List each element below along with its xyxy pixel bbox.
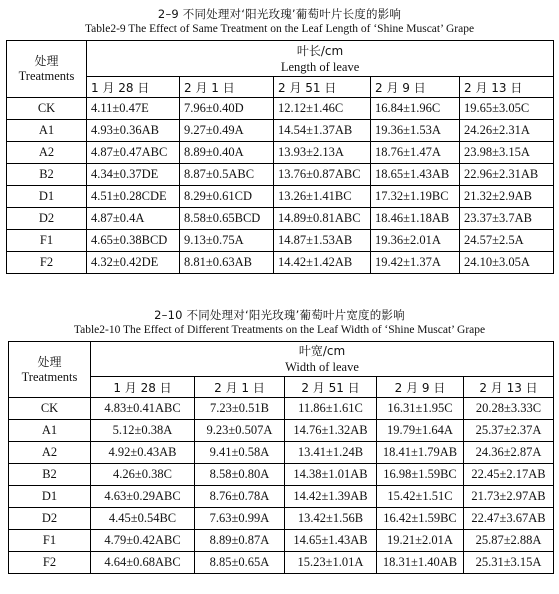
data-cell: 16.31±1.95C bbox=[377, 398, 464, 420]
data-cell: 14.89±0.81ABC bbox=[274, 208, 371, 230]
data-cell: 13.42±1.56B bbox=[285, 508, 377, 530]
treatments-header-cn: 处理 bbox=[34, 54, 59, 68]
table-row bbox=[9, 464, 554, 486]
table-row bbox=[9, 508, 554, 530]
data-cell: 14.38±1.01AB bbox=[285, 464, 377, 486]
data-cell: 4.93±0.36AB bbox=[87, 120, 180, 142]
data-cell: 8.87±0.5ABC bbox=[180, 164, 274, 186]
table-row bbox=[9, 552, 554, 574]
data-cell: 24.26±2.31A bbox=[460, 120, 554, 142]
table-section-leaf-length bbox=[0, 0, 559, 269]
table-title-en: Table2-9 The Effect of Same Treatment on the Leaf Length of ‘Shine Muscat’ Grape bbox=[84, 23, 475, 35]
data-cell: 23.98±3.15A bbox=[460, 142, 554, 164]
date-header: 2 月 51 日 bbox=[285, 377, 377, 398]
data-cell: 20.28±3.33C bbox=[464, 398, 554, 420]
data-cell: 21.32±2.9AB bbox=[460, 186, 554, 208]
treatment-label: A2 bbox=[7, 142, 87, 164]
table-title-en: Table2-10 The Effect of Different Treatments on the Leaf Width of ‘Shine Muscat’ Grape bbox=[73, 324, 486, 336]
data-cell: 19.42±1.37A bbox=[371, 252, 460, 274]
table-row bbox=[7, 98, 554, 120]
measure-header-cn: 叶宽/cm bbox=[298, 344, 346, 358]
data-cell: 9.23±0.507A bbox=[195, 420, 285, 442]
data-cell: 12.12±1.46C bbox=[274, 98, 371, 120]
data-cell: 4.34±0.37DE bbox=[87, 164, 180, 186]
data-cell: 7.96±0.40D bbox=[180, 98, 274, 120]
table-row bbox=[7, 120, 554, 142]
data-cell: 23.37±3.7AB bbox=[460, 208, 554, 230]
data-cell: 25.37±2.37A bbox=[464, 420, 554, 442]
date-header: 2 月 9 日 bbox=[377, 377, 464, 398]
leaf-width-table bbox=[8, 341, 554, 574]
treatment-label: F1 bbox=[7, 230, 87, 252]
table-row bbox=[7, 252, 554, 274]
data-cell: 19.36±1.53A bbox=[371, 120, 460, 142]
date-header: 2 月 1 日 bbox=[195, 377, 285, 398]
measure-header-cn: 叶长/cm bbox=[296, 43, 344, 58]
treatments-header bbox=[9, 342, 91, 398]
data-cell: 22.96±2.31AB bbox=[460, 164, 554, 186]
data-cell: 13.76±0.87ABC bbox=[274, 164, 371, 186]
table-row bbox=[9, 530, 554, 552]
treatment-label: A1 bbox=[9, 420, 91, 442]
data-cell: 13.41±1.24B bbox=[285, 442, 377, 464]
data-cell: 16.98±1.59BC bbox=[377, 464, 464, 486]
data-cell: 19.79±1.64A bbox=[377, 420, 464, 442]
data-cell: 19.65±3.05C bbox=[460, 98, 554, 120]
measure-header bbox=[91, 342, 554, 377]
data-cell: 18.46±1.18AB bbox=[371, 208, 460, 230]
data-cell: 9.41±0.58A bbox=[195, 442, 285, 464]
treatment-label: D2 bbox=[7, 208, 87, 230]
data-cell: 14.42±1.39AB bbox=[285, 486, 377, 508]
table-row bbox=[7, 230, 554, 252]
data-cell: 8.85±0.65A bbox=[195, 552, 285, 574]
data-cell: 18.76±1.47A bbox=[371, 142, 460, 164]
treatments-header bbox=[7, 41, 87, 98]
table-row bbox=[9, 398, 554, 420]
data-cell: 24.10±3.05A bbox=[460, 252, 554, 274]
treatment-label: F2 bbox=[9, 552, 91, 574]
treatment-label: F2 bbox=[7, 252, 87, 274]
leaf-length-table bbox=[6, 40, 554, 274]
treatment-label: D2 bbox=[9, 508, 91, 530]
data-cell: 8.81±0.63AB bbox=[180, 252, 274, 274]
data-cell: 8.76±0.78A bbox=[195, 486, 285, 508]
data-cell: 14.65±1.43AB bbox=[285, 530, 377, 552]
data-cell: 4.65±0.38BCD bbox=[87, 230, 180, 252]
data-cell: 19.36±2.01A bbox=[371, 230, 460, 252]
date-header: 2 月 13 日 bbox=[460, 77, 554, 98]
data-cell: 5.12±0.38A bbox=[91, 420, 195, 442]
data-cell: 22.47±3.67AB bbox=[464, 508, 554, 530]
data-cell: 15.42±1.51C bbox=[377, 486, 464, 508]
data-cell: 7.63±0.99A bbox=[195, 508, 285, 530]
date-header: 1 月 28 日 bbox=[87, 77, 180, 98]
data-cell: 4.83±0.41ABC bbox=[91, 398, 195, 420]
treatment-label: D1 bbox=[7, 186, 87, 208]
date-header: 2 月 9 日 bbox=[371, 77, 460, 98]
data-cell: 22.45±2.17AB bbox=[464, 464, 554, 486]
data-cell: 4.26±0.38C bbox=[91, 464, 195, 486]
data-cell: 13.26±1.41BC bbox=[274, 186, 371, 208]
measure-header-en: Width of leave bbox=[285, 360, 359, 374]
treatment-label: CK bbox=[7, 98, 87, 120]
data-cell: 16.84±1.96C bbox=[371, 98, 460, 120]
data-cell: 15.23±1.01A bbox=[285, 552, 377, 574]
date-header: 2 月 1 日 bbox=[180, 77, 274, 98]
treatments-header-cn: 处理 bbox=[37, 354, 62, 369]
date-header: 2 月 51 日 bbox=[274, 77, 371, 98]
treatment-label: B2 bbox=[9, 464, 91, 486]
treatments-header-en: Treatments bbox=[21, 369, 78, 384]
table-row bbox=[7, 142, 554, 164]
treatment-label: CK bbox=[9, 398, 91, 420]
table-row bbox=[7, 164, 554, 186]
table-row bbox=[9, 486, 554, 508]
data-cell: 4.87±0.4A bbox=[87, 208, 180, 230]
data-cell: 18.41±1.79AB bbox=[377, 442, 464, 464]
measure-header bbox=[87, 41, 554, 77]
data-cell: 4.87±0.47ABC bbox=[87, 142, 180, 164]
data-cell: 4.64±0.68ABC bbox=[91, 552, 195, 574]
data-cell: 4.51±0.28CDE bbox=[87, 186, 180, 208]
data-cell: 4.32±0.42DE bbox=[87, 252, 180, 274]
treatment-label: A1 bbox=[7, 120, 87, 142]
data-cell: 8.89±0.40A bbox=[180, 142, 274, 164]
data-cell: 24.36±2.87A bbox=[464, 442, 554, 464]
data-cell: 25.87±2.88A bbox=[464, 530, 554, 552]
measure-header-en: Length of leave bbox=[280, 59, 360, 74]
data-cell: 17.32±1.19BC bbox=[371, 186, 460, 208]
data-cell: 4.92±0.43AB bbox=[91, 442, 195, 464]
treatment-label: D1 bbox=[9, 486, 91, 508]
data-cell: 18.65±1.43AB bbox=[371, 164, 460, 186]
data-cell: 9.13±0.75A bbox=[180, 230, 274, 252]
data-cell: 13.93±2.13A bbox=[274, 142, 371, 164]
data-cell: 25.31±3.15A bbox=[464, 552, 554, 574]
date-header: 1 月 28 日 bbox=[91, 377, 195, 398]
data-cell: 14.42±1.42AB bbox=[274, 252, 371, 274]
data-cell: 9.27±0.49A bbox=[180, 120, 274, 142]
data-cell: 18.31±1.40AB bbox=[377, 552, 464, 574]
data-cell: 14.54±1.37AB bbox=[274, 120, 371, 142]
table-section-leaf-width bbox=[0, 301, 559, 569]
table-title-cn: 2–10 不同处理对‘阳光玫瑰’葡萄叶片宽度的影响 bbox=[154, 308, 405, 322]
table-row bbox=[9, 420, 554, 442]
data-cell: 4.45±0.54BC bbox=[91, 508, 195, 530]
data-cell: 4.79±0.42ABC bbox=[91, 530, 195, 552]
data-cell: 16.42±1.59BC bbox=[377, 508, 464, 530]
date-header: 2 月 13 日 bbox=[464, 377, 554, 398]
data-cell: 8.58±0.65BCD bbox=[180, 208, 274, 230]
data-cell: 7.23±0.51B bbox=[195, 398, 285, 420]
treatment-label: F1 bbox=[9, 530, 91, 552]
treatment-label: A2 bbox=[9, 442, 91, 464]
table-row bbox=[7, 186, 554, 208]
data-cell: 8.58±0.80A bbox=[195, 464, 285, 486]
data-cell: 8.89±0.87A bbox=[195, 530, 285, 552]
data-cell: 4.11±0.47E bbox=[87, 98, 180, 120]
table-title-cn: 2–9 不同处理对‘阳光玫瑰’葡萄叶片长度的影响 bbox=[157, 7, 402, 21]
table-row bbox=[7, 208, 554, 230]
data-cell: 14.87±1.53AB bbox=[274, 230, 371, 252]
data-cell: 4.63±0.29ABC bbox=[91, 486, 195, 508]
data-cell: 11.86±1.61C bbox=[285, 398, 377, 420]
data-cell: 19.21±2.01A bbox=[377, 530, 464, 552]
treatments-header-en: Treatments bbox=[18, 69, 75, 83]
table-row bbox=[9, 442, 554, 464]
data-cell: 24.57±2.5A bbox=[460, 230, 554, 252]
data-cell: 14.76±1.32AB bbox=[285, 420, 377, 442]
data-cell: 8.29±0.61CD bbox=[180, 186, 274, 208]
data-cell: 21.73±2.97AB bbox=[464, 486, 554, 508]
treatment-label: B2 bbox=[7, 164, 87, 186]
